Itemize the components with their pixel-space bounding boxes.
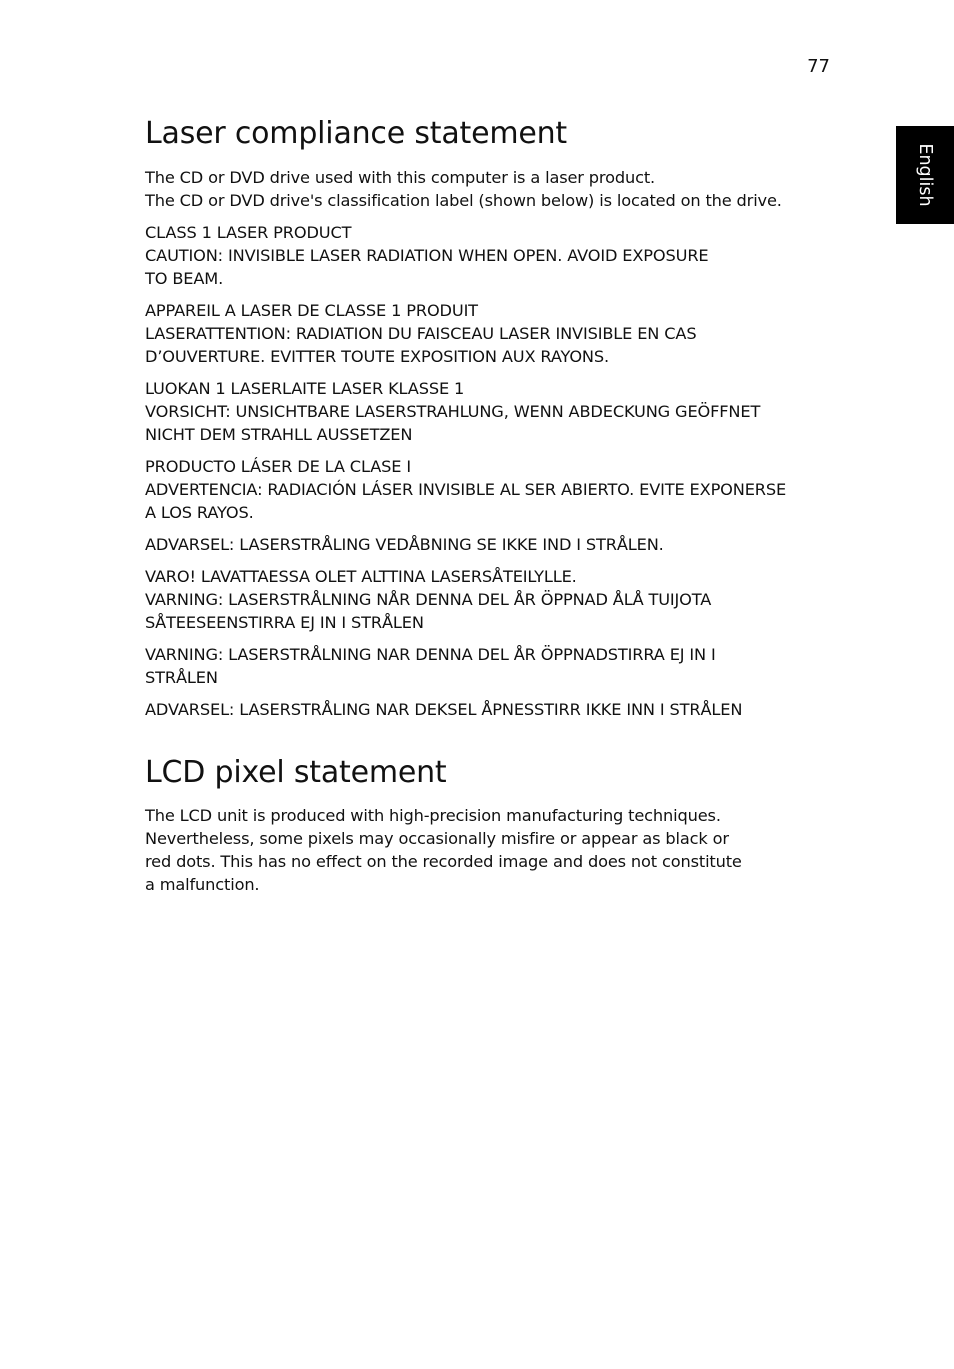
laser-block-line: STRÅLEN bbox=[145, 668, 218, 687]
laser-block-spanish bbox=[145, 455, 845, 524]
side-tab-label: English bbox=[915, 143, 935, 207]
lcd-body bbox=[145, 804, 845, 896]
page-number: 77 bbox=[807, 56, 830, 77]
lcd-body-line: a malfunction. bbox=[145, 875, 260, 894]
laser-block-danish bbox=[145, 533, 845, 556]
laser-block-line: SÅTEESEENSTIRRA EJ IN I STRÅLEN bbox=[145, 613, 424, 632]
laser-block-german bbox=[145, 377, 845, 446]
page-content bbox=[145, 114, 845, 905]
laser-block-line: VARNING: LASERSTRÅLNING NÅR DENNA DEL ÅR ÖPPNAD ÅLÅ TUIJOTA bbox=[145, 590, 712, 609]
lcd-section-title: LCD pixel statement bbox=[145, 755, 447, 790]
lcd-body-line: red dots. This has no effect on the recorded image and does not constitute bbox=[145, 852, 742, 871]
laser-block-norwegian bbox=[145, 698, 845, 721]
laser-intro bbox=[145, 166, 845, 212]
laser-block-line: VARNING: LASERSTRÅLNING NAR DENNA DEL ÅR ÖPPNADSTIRRA EJ IN I bbox=[145, 645, 716, 664]
laser-block-line: ADVARSEL: LASERSTRÅLING NAR DEKSEL ÅPNESSTIRR IKKE INN I STRÅLEN bbox=[145, 700, 743, 719]
laser-block-line: NICHT DEM STRAHLL AUSSETZEN bbox=[145, 425, 413, 444]
laser-block-line: TO BEAM. bbox=[145, 269, 224, 288]
lcd-body-line: The LCD unit is produced with high-precision manufacturing techniques. bbox=[145, 806, 721, 825]
laser-block-line: A LOS RAYOS. bbox=[145, 503, 254, 522]
laser-block-finnish-swedish bbox=[145, 565, 845, 634]
laser-block-french bbox=[145, 299, 845, 368]
laser-block-line: CLASS 1 LASER PRODUCT bbox=[145, 223, 352, 242]
laser-block-line: VORSICHT: UNSICHTBARE LASERSTRAHLUNG, WENN ABDECKUNG GEÖFFNET bbox=[145, 402, 761, 421]
laser-block-line: ADVERTENCIA: RADIACIÓN LÁSER INVISIBLE AL SER ABIERTO. EVITE EXPONERSE bbox=[145, 480, 787, 499]
laser-block-line: CAUTION: INVISIBLE LASER RADIATION WHEN OPEN. AVOID EXPOSURE bbox=[145, 246, 709, 265]
laser-intro-line: The CD or DVD drive's classification label (shown below) is located on the drive. bbox=[145, 191, 782, 210]
lcd-body-line: Nevertheless, some pixels may occasionally misfire or appear as black or bbox=[145, 829, 729, 848]
laser-block-line: APPAREIL A LASER DE CLASSE 1 PRODUIT bbox=[145, 301, 478, 320]
laser-block-line: ADVARSEL: LASERSTRÅLING VEDÅBNING SE IKKE IND I STRÅLEN. bbox=[145, 535, 664, 554]
laser-section-title: Laser compliance statement bbox=[145, 116, 567, 151]
laser-block-english bbox=[145, 221, 845, 290]
laser-intro-line: The CD or DVD drive used with this computer is a laser product. bbox=[145, 168, 656, 187]
laser-block-line: LUOKAN 1 LASERLAITE LASER KLASSE 1 bbox=[145, 379, 465, 398]
language-side-tab bbox=[896, 126, 954, 224]
laser-block-line: VARO! LAVATTAESSA OLET ALTTINA LASERSÅTEILYLLE. bbox=[145, 567, 577, 586]
laser-block-line: LASERATTENTION: RADIATION DU FAISCEAU LASER INVISIBLE EN CAS bbox=[145, 324, 697, 343]
laser-block-swedish bbox=[145, 643, 845, 689]
laser-block-line: PRODUCTO LÁSER DE LA CLASE I bbox=[145, 457, 411, 476]
laser-block-line: D’OUVERTURE. EVITTER TOUTE EXPOSITION AUX RAYONS. bbox=[145, 347, 610, 366]
